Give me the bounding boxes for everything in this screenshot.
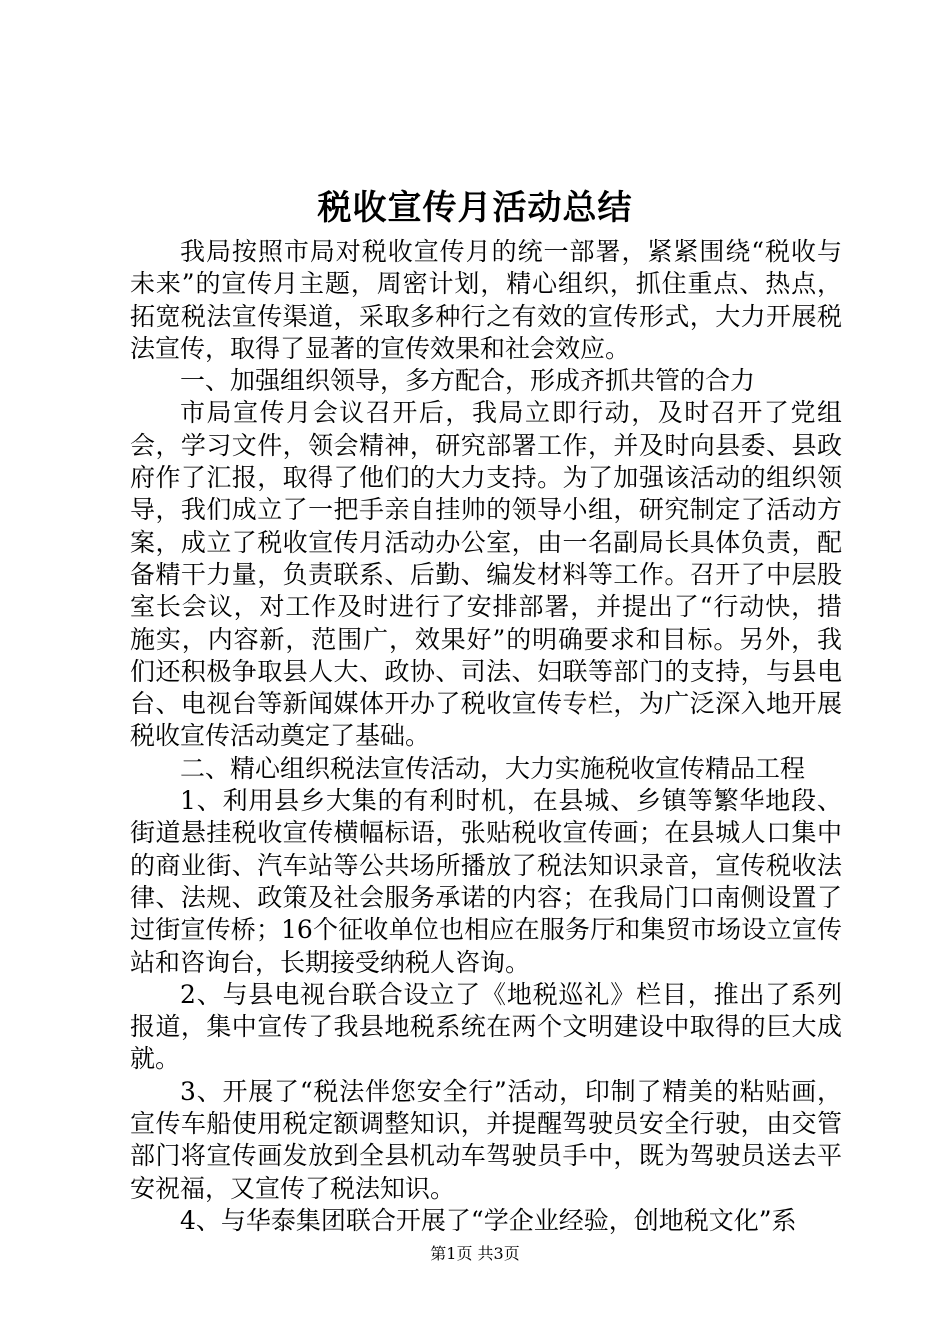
section-heading-2: 二、精心组织税法宣传活动，大力实施税收宣传精品工程 xyxy=(180,753,806,783)
paragraph-item-2: 2、与县电视台联合设立了《地税巡礼》栏目，推出了系列报道，集中宣传了我县地税系统在两个文明建设中取得的巨大成就。 xyxy=(130,979,842,1074)
paragraph-section-1: 市局宣传月会议召开后，我局立即行动，及时召开了党组会，学习文件，领会精神，研究部署工作，并及时向县委、县政府作了汇报，取得了他们的大力支持。为了加强该活动的组织领导，我们成立了一把手亲自挂帅的领导小组，研究制定了活动方案，成立了税收宣传月活动办公室，由一名副局长具体负责，配备精干力量，负责联系、后勤、编发材料等工作。召开了中层股室长会议，对工作及时进行了安排部署，并提出了“行动快，措施实，内容新，范围广，效果好”的明确要求和目标。另外，我们还积极争取县人大、政协、司法、妇联等部门的支持，与县电台、电视台等新闻媒体开办了税收宣传专栏，为广泛深入地开展税收宣传活动奠定了基础。 xyxy=(130,398,842,751)
paragraph-item-4: 4、与华泰集团联合开展了“学企业经验，创地税文化”系 xyxy=(180,1205,797,1235)
section-heading-1: 一、加强组织领导，多方配合，形成齐抓共管的合力 xyxy=(180,366,756,396)
paragraph-intro: 我局按照市局对税收宣传月的统一部署，紧紧围绕“税收与未来”的宣传月主题，周密计划，精心组织，抓住重点、热点，拓宽税法宣传渠道，采取多种行之有效的宣传形式，大力开展税法宣传，取得了显著的宣传效果和社会效应。 xyxy=(130,237,842,363)
page-footer: 第1页 共3页 xyxy=(430,1244,520,1263)
paragraph-item-1: 1、利用县乡大集的有利时机，在县城、乡镇等繁华地段、街道悬挂税收宣传横幅标语，张贴税收宣传画；在县城人口集中的商业街、汽车站等公共场所播放了税法知识录音，宣传税收法律、法规、政策及社会服务承诺的内容；在我局门口南侧设置了过街宣传桥；16个征收单位也相应在服务厅和集贸市场设立宣传站和咨询台，长期接受纳税人咨询。 xyxy=(130,786,842,977)
document-title: 税收宣传月活动总结 xyxy=(317,188,633,228)
document-body xyxy=(130,236,842,1237)
paragraph-item-3: 3、开展了“税法伴您安全行”活动，印制了精美的粘贴画，宣传车船使用税定额调整知识，并提醒驾驶员安全行驶，由交管部门将宣传画发放到全县机动车驾驶员手中，既为驾驶员送去平安祝福，又宣传了税法知识。 xyxy=(130,1076,842,1203)
